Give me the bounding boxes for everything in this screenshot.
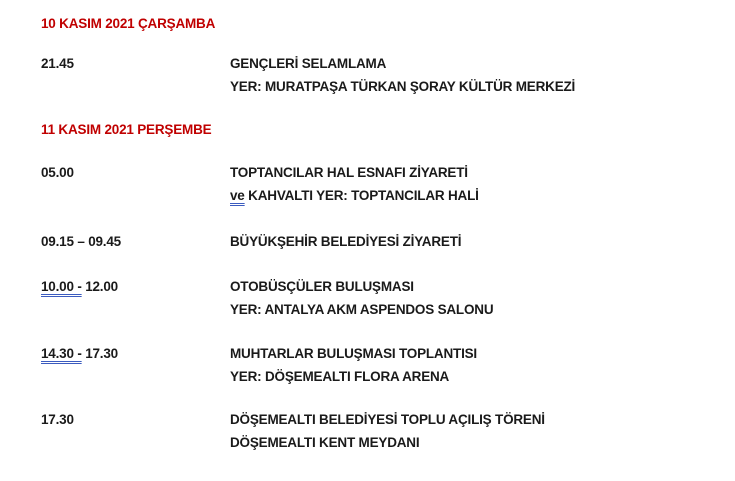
entry-description: MUHTARLAR BULUŞMASI TOPLANTISI YER: DÖŞEMEALTI FLORA ARENA: [230, 346, 477, 384]
day-heading-10-kasim: 10 KASIM 2021 ÇARŞAMBA: [41, 16, 216, 31]
underlined-word: ve: [230, 188, 245, 203]
entry-time: 17.30: [41, 412, 74, 427]
underlined-time: 10.00 -: [41, 279, 82, 294]
entry-description: OTOBÜSÇÜLER BULUŞMASI YER: ANTALYA AKM ASPENDOS SALONU: [230, 279, 494, 317]
entry-time: 05.00: [41, 165, 74, 180]
day-heading-11-kasim: 11 KASIM 2021 PERŞEMBE: [41, 122, 212, 137]
entry-description: TOPTANCILAR HAL ESNAFI ZİYARETİ ve KAHVALTI YER: TOPTANCILAR HALİ: [230, 165, 479, 203]
entry-description: GENÇLERİ SELAMLAMA YER: MURATPAŞA TÜRKAN ŞORAY KÜLTÜR MERKEZİ: [230, 56, 576, 94]
entry-description: DÖŞEMEALTI BELEDİYESİ TOPLU AÇILIŞ TÖRENİ DÖŞEMEALTI KENT MEYDANI: [230, 412, 545, 450]
entry-time: 10.00 - 12.00: [41, 279, 118, 294]
entry-time: 14.30 - 17.30: [41, 346, 118, 361]
entry-time: 21.45: [41, 56, 74, 71]
entry-description: BÜYÜKŞEHİR BELEDİYESİ ZİYARETİ: [230, 234, 462, 249]
entry-time: 09.15 – 09.45: [41, 234, 121, 249]
underlined-time: 14.30 -: [41, 346, 82, 361]
